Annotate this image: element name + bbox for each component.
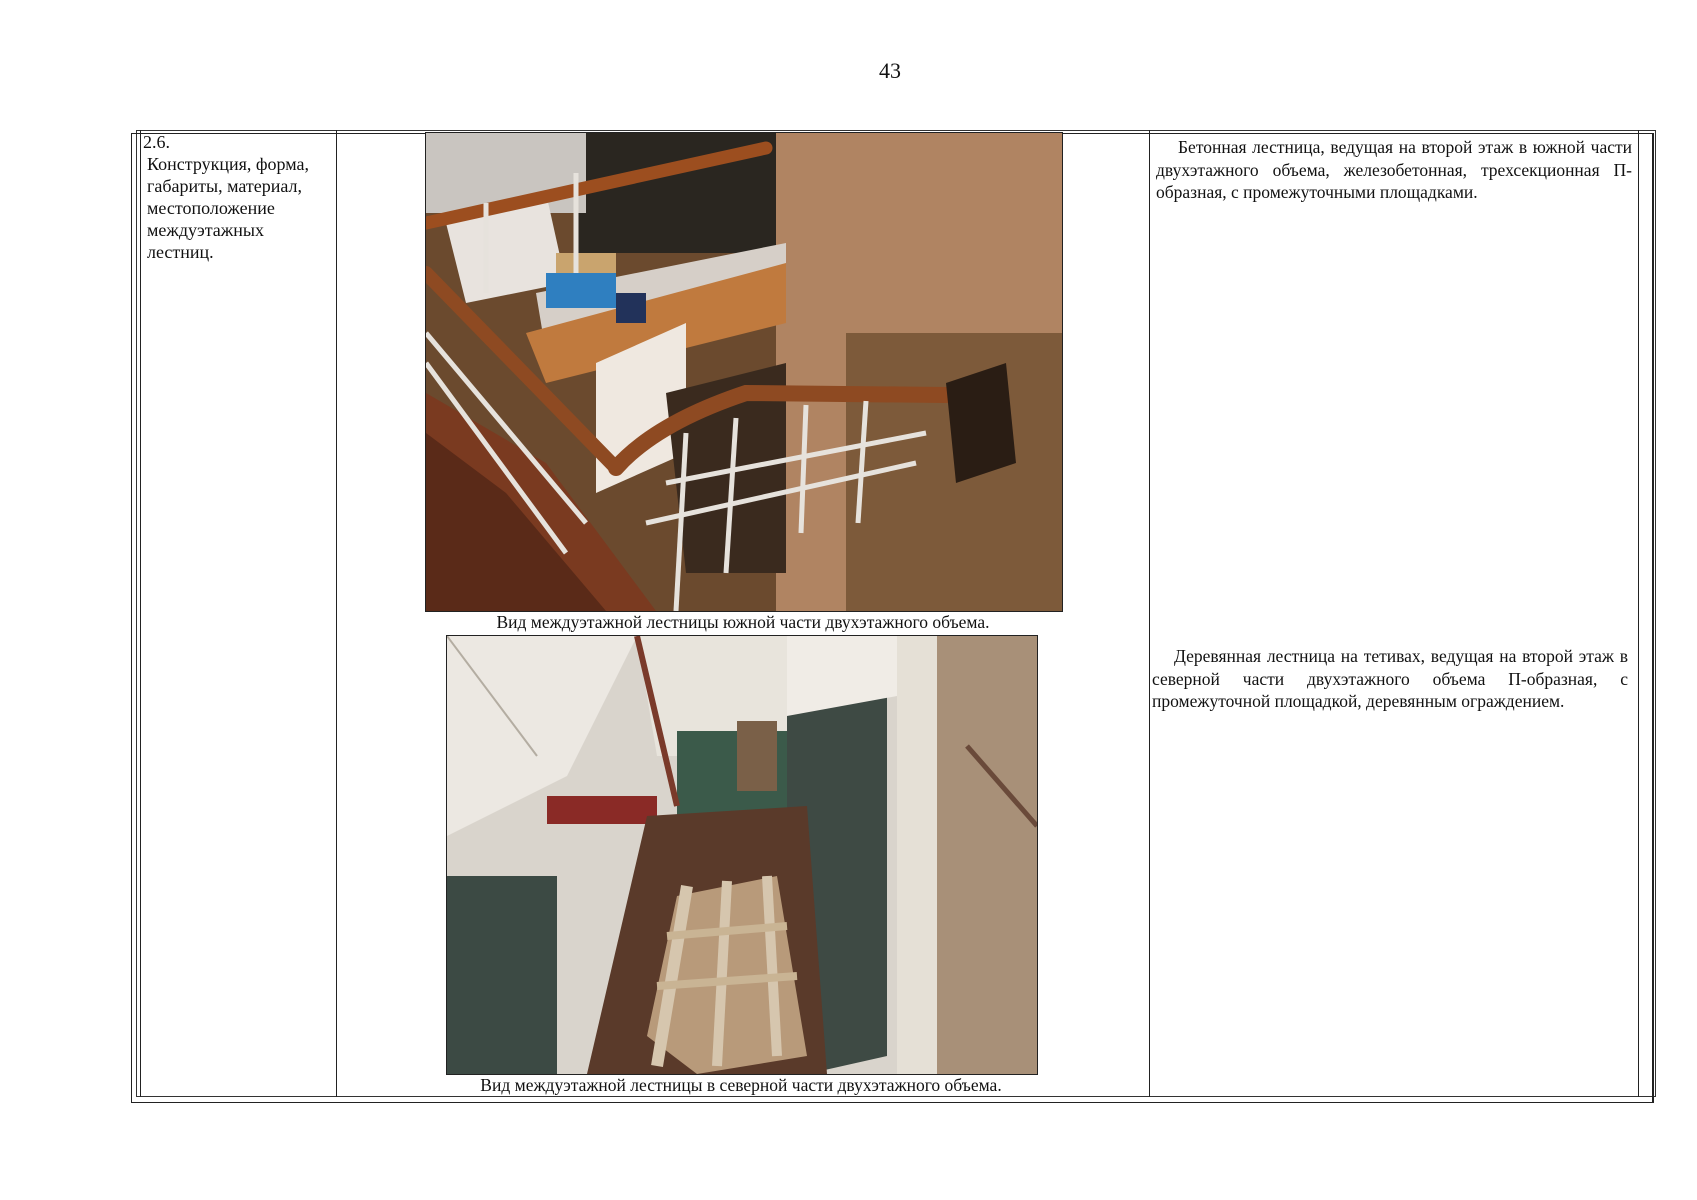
description-text: Бетонная лестница, ведущая на второй этаж в южной части двухэтажного объема, железобетонная, трехсекционная П-образная, с промежуточными площадками. (1156, 137, 1632, 202)
column-divider (1638, 130, 1639, 1097)
stairwell-wooden-photo (446, 635, 1038, 1075)
item-number: 2.6. (143, 132, 170, 152)
table-cell-item (143, 131, 335, 263)
column-divider (336, 130, 337, 1097)
description-wooden-stair (1152, 645, 1628, 713)
page-number: 43 (879, 58, 901, 83)
photo-caption: Вид междуэтажной лестницы в северной части двухэтажного объема. (480, 1075, 1002, 1095)
stairwell-concrete-photo (425, 132, 1063, 612)
column-divider (140, 130, 141, 1097)
column-divider (1149, 130, 1150, 1097)
description-concrete-stair (1156, 136, 1632, 204)
description-text: Деревянная лестница на тетивах, ведущая на второй этаж в северной части двухэтажного объема П-образная, с промежуточной площадкой, деревянным ограждением. (1152, 646, 1628, 711)
item-title: Конструкция, форма, габариты, материал, местоположение междуэтажных лестниц. (147, 154, 310, 262)
photo-caption: Вид междуэтажной лестницы южной части двухэтажного объема. (496, 612, 990, 632)
